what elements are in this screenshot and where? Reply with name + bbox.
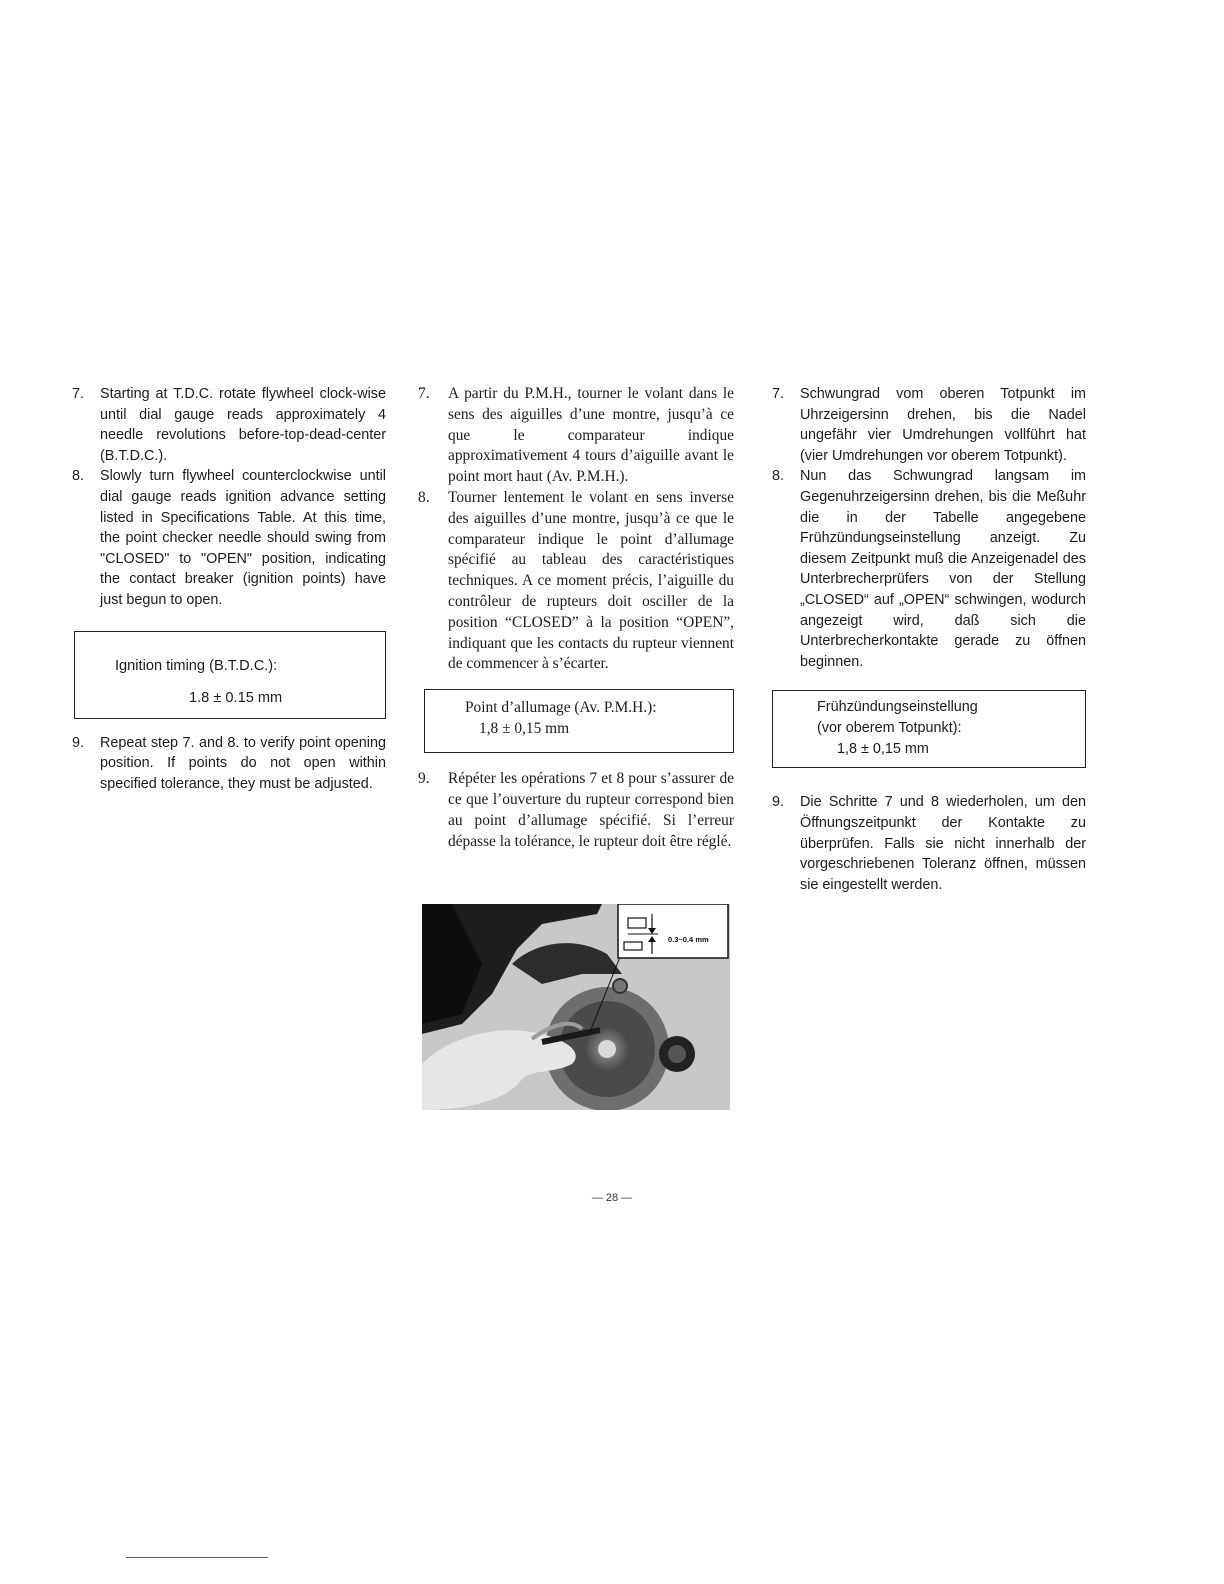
en-step-9 <box>72 733 386 795</box>
german-column <box>772 384 1086 895</box>
en-step-8 <box>72 466 386 610</box>
step-text: Schwungrad vom oberen Totpunkt im Uhrzeigersinn drehen, bis die Nadel ungefähr vier Umdrehungen vollführt hat (vier Umdrehungen vor oberem Totpunkt). <box>800 386 1086 464</box>
english-column <box>72 384 386 794</box>
step-number: 7. <box>418 385 430 402</box>
contact-breaker-illustration <box>422 904 730 1110</box>
en-step-7 <box>72 384 386 466</box>
spec-label: Point d’allumage (Av. P.M.H.): <box>465 699 657 717</box>
fr-ignition-timing-box <box>424 689 734 753</box>
page-number: — 28 — <box>591 1192 633 1204</box>
de-step-9 <box>772 792 1086 895</box>
spec-label: Frühzündungseinstellung <box>817 699 978 716</box>
step-number: 9. <box>72 734 85 751</box>
blue-rule <box>126 1557 268 1558</box>
step-text: Die Schritte 7 und 8 wiederholen, um den Öffnungszeitpunkt der Kontakte zu überprüfen. Falls sie nicht innerhalb der vorgeschriebenen Toleranz öffnen, müssen sie eingestellt werden. <box>800 794 1086 893</box>
de-step-8 <box>772 466 1086 672</box>
gap-label: 0.3~0.4 mm <box>668 935 709 944</box>
spec-label-sub: (vor oberem Totpunkt): <box>817 719 962 736</box>
step-number: 8. <box>72 468 85 485</box>
step-text: Starting at T.D.C. rotate flywheel clock-wise until dial gauge reads approximately 4 needle revolutions before-top-dead-center (B.T.D.C.). <box>100 386 386 464</box>
de-ignition-timing-box <box>772 690 1086 768</box>
step-text: Répéter les opérations 7 et 8 pour s’assurer de ce que l’ouverture du rupteur correspond bien au point d’allumage spécifié. Si l’erreur dépasse la tolérance, le rupteur doit être réglé. <box>448 770 734 850</box>
step-text: A partir du P.M.H., tourner le volant dans le sens des aiguilles d’une montre, jusqu’à ce que le comparateur indique approximativement 4 tours d’aiguille avant le point mort haut (Av. P.M.H.). <box>448 385 734 486</box>
fr-step-7 <box>418 384 734 488</box>
step-number: 7. <box>772 386 785 402</box>
step-text: Repeat step 7. and 8. to verify point opening position. If points do not open within specified tolerance, they must be adjusted. <box>100 734 386 792</box>
french-column <box>418 384 734 852</box>
step-number: 7. <box>72 386 85 402</box>
step-text: Tourner lentement le volant en sens inverse des aiguilles d’une montre, jusqu’à ce que le comparateur indique le point d’allumage spécifié au tableau des caractéristiques techniques. A ce moment précis, l’aiguille du contrôleur de rupteurs doit osciller de la position “CLOSED” à la position “OPEN”, indiquant que les contacts du rupteur viennent de commencer à s’écarter. <box>448 488 734 673</box>
step-number: 9. <box>772 794 785 811</box>
spec-value: 1.8 ± 0.15 mm <box>189 690 283 707</box>
spec-label: Ignition timing (B.T.D.C.): <box>115 657 278 674</box>
step-number: 9. <box>418 770 430 788</box>
en-ignition-timing-box <box>74 631 386 719</box>
step-number: 8. <box>772 468 785 485</box>
de-step-7 <box>772 384 1086 466</box>
fr-step-8 <box>418 488 734 675</box>
spec-value: 1,8 ± 0,15 mm <box>479 719 570 737</box>
spec-value: 1,8 ± 0,15 mm <box>837 740 929 757</box>
contact-breaker-photo <box>422 904 730 1110</box>
step-text: Slowly turn flywheel counterclockwise until dial gauge reads ignition advance setting listed in Specifications Table. At this time, the point checker needle should swing from "CLOSED" to "OPEN" position, indicating the contact breaker (ignition points) have just begun to open. <box>100 468 386 608</box>
fr-step-9 <box>418 769 734 852</box>
step-text: Nun das Schwungrad langsam im Gegenuhrzeigersinn drehen, bis die Meßuhr die in der Tabelle angegebene Frühzündungseinstellung anzeigt. Zu diesem Zeitpunkt muß die Anzeigenadel des Unterbrecherprüfers von der Stellung „CLOSED“ auf „OPEN“ schwingen, wodurch angezeigt wird, daß sich die Unterbrecherkontakte gerade zu öffnen beginnen. <box>800 468 1086 670</box>
step-number: 8. <box>418 488 430 506</box>
